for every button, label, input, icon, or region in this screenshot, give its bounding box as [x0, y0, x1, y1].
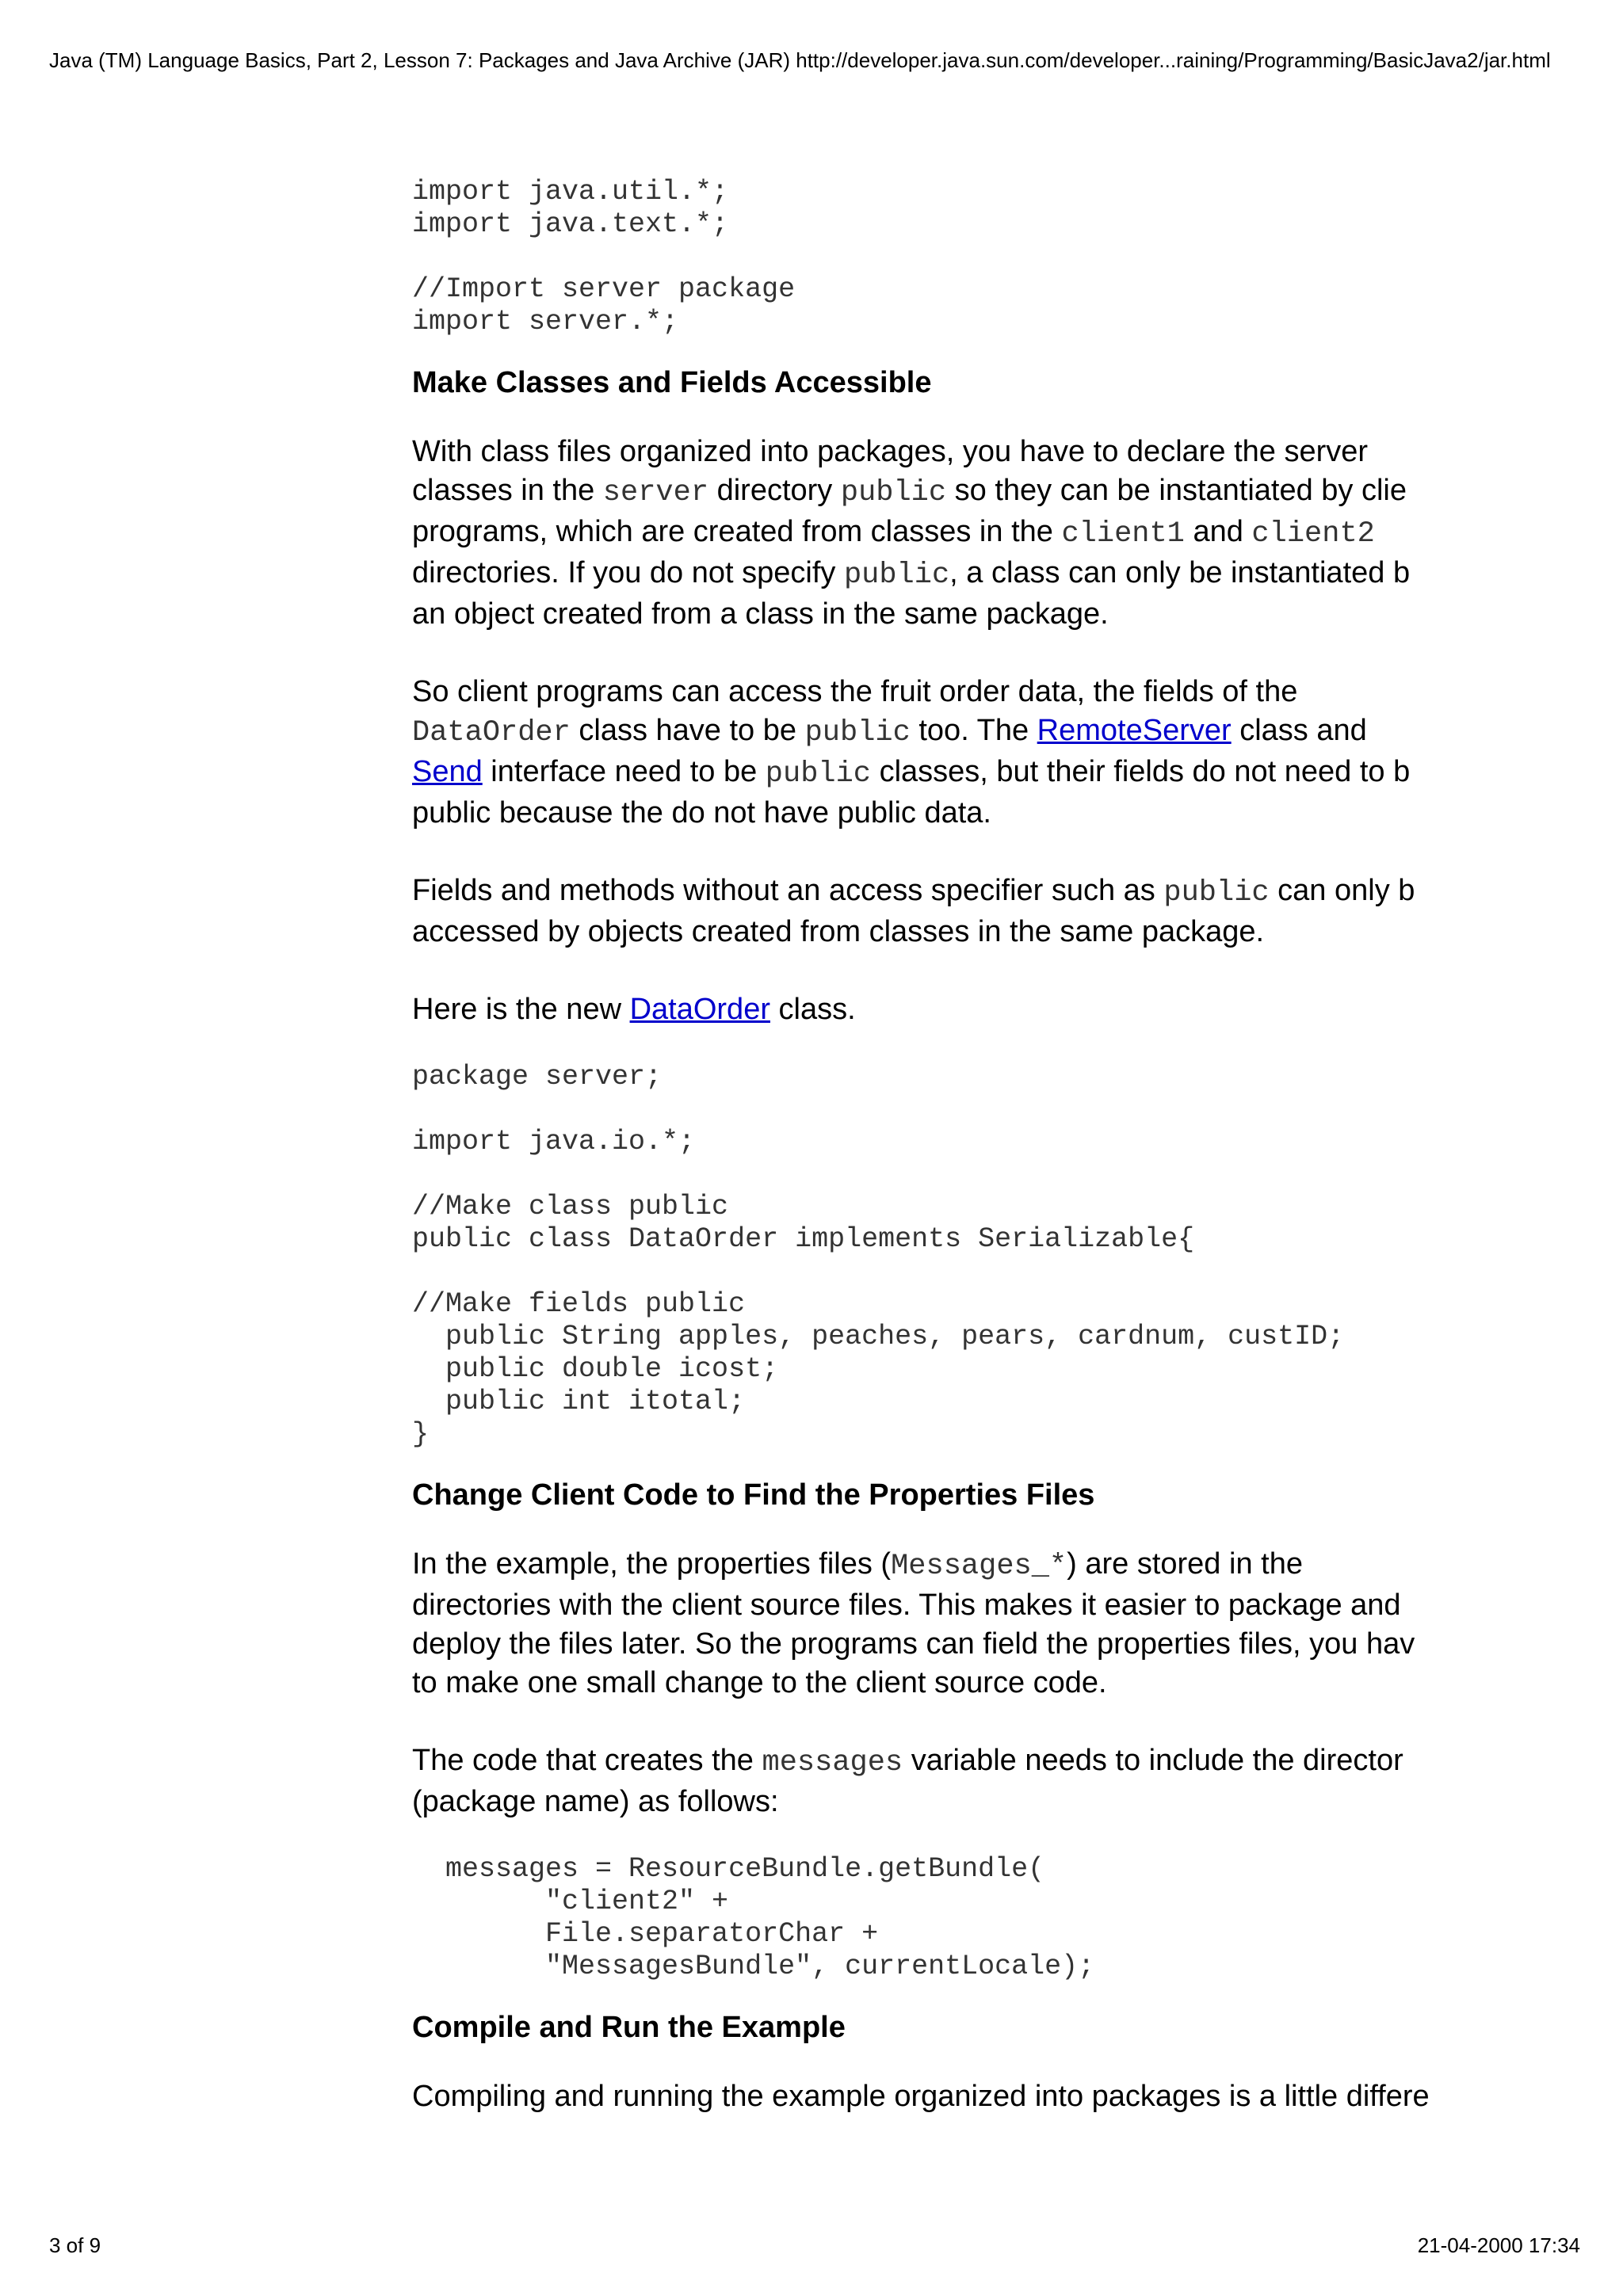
code-block-dataorder: package server; import java.io.*; //Make class public public class DataOrder implements Serializable{ //Make fields public public String apples, peaches, pears, cardnum, custID; public double icost; public int itotal; }	[412, 1061, 1345, 1450]
inline-code: client2	[1251, 517, 1375, 551]
inline-code: public	[840, 476, 947, 509]
code-block-messages: messages = ResourceBundle.getBundle( "client2" + File.separatorChar + "MessagesBundle", currentLocale);	[445, 1853, 1095, 1982]
inline-code: Messages_*	[891, 1550, 1067, 1583]
inline-code: public	[804, 716, 911, 749]
paragraph-compile-run: Compiling and running the example organized into packages is a little differe	[412, 2080, 1430, 2113]
heading-make-classes-accessible: Make Classes and Fields Accessible	[412, 366, 932, 399]
code-block-imports: import java.util.*; import java.text.*; //Import server package import server.*;	[412, 176, 796, 338]
inline-code: public	[765, 757, 872, 791]
print-header-text: Java (TM) Language Basics, Part 2, Lesson 7: Packages and Java Archive (JAR) http://developer.java.sun.com/developer...raining/Programming/BasicJava2/jar.html	[49, 48, 1551, 72]
link-data-order[interactable]: DataOrder	[629, 993, 770, 1026]
heading-compile-and-run: Compile and Run the Example	[412, 2011, 846, 2044]
paragraph-package-declaration: With class files organized into packages, you have to declare the server classes in the server directory public so they can be instantiated by clie programs, which are created from classes in the client1 and client2 directories. If you do not specify public, a class can only be instantiated b an object created from a class in the same package.	[412, 435, 1411, 631]
paragraph-messages-variable: The code that creates the messages variable needs to include the director (package name) as follows:	[412, 1744, 1403, 1818]
print-header	[49, 48, 1587, 73]
inline-code: server	[602, 476, 709, 509]
inline-code: messages	[762, 1746, 903, 1779]
print-datetime: 21-04-2000 17:34	[1417, 2233, 1580, 2257]
page-number: 3 of 9	[49, 2233, 101, 2257]
page-body	[412, 176, 1480, 2116]
paragraph-access-specifier: Fields and methods without an access specifier such as public can only b accessed by objects created from classes in the same package.	[412, 874, 1415, 948]
heading-change-client-code: Change Client Code to Find the Properties Files	[412, 1478, 1095, 1512]
paragraph-new-dataorder: Here is the new DataOrder class.	[412, 993, 856, 1026]
paragraph-client-access: So client programs can access the fruit order data, the fields of the DataOrder class have to be public too. The RemoteServer class and Send interface need to be public classes, but their fields do not need to b public because the do not have public data.	[412, 675, 1411, 830]
inline-code: public	[1163, 876, 1270, 910]
paragraph-properties-files: In the example, the properties files (Messages_*) are stored in the directories with the client source files. This makes it easier to package and deploy the files later. So the programs can field the properties files, you hav to make one small change to the client source code.	[412, 1547, 1415, 1699]
inline-code: client1	[1061, 517, 1185, 551]
inline-code: DataOrder	[412, 716, 571, 749]
print-footer	[49, 2233, 1580, 2258]
link-send[interactable]: Send	[412, 755, 483, 788]
inline-code: public	[843, 559, 950, 592]
link-remote-server[interactable]: RemoteServer	[1037, 714, 1232, 747]
